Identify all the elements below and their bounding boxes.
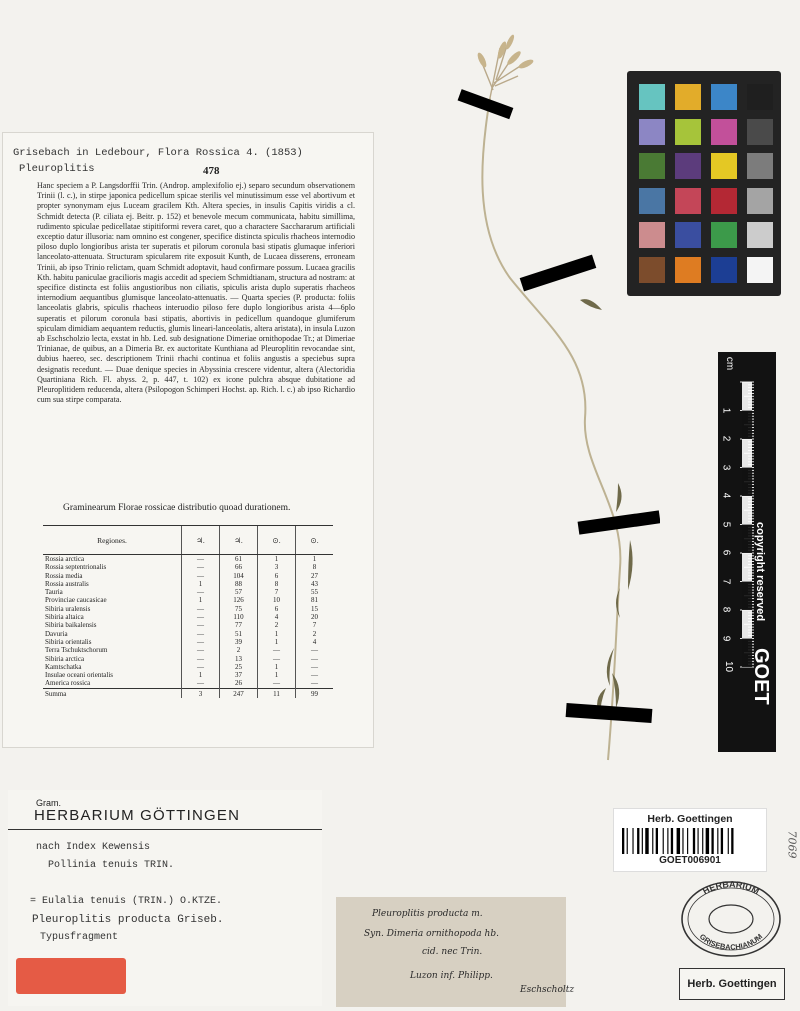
color-patch bbox=[639, 257, 665, 283]
table-row bbox=[43, 663, 333, 671]
barcode-bar bbox=[632, 828, 633, 854]
table-cell: 39 bbox=[220, 638, 258, 646]
table-cell: 3 bbox=[258, 563, 296, 571]
barcode-bar bbox=[731, 828, 733, 854]
svg-text:GRISEBACHIANUM: GRISEBACHIANUM bbox=[697, 931, 765, 952]
table-cell: — bbox=[296, 646, 334, 654]
barcode-bar bbox=[637, 828, 639, 854]
mounting-tape bbox=[578, 510, 660, 534]
barcode-bar bbox=[698, 828, 699, 854]
table-cell: 104 bbox=[220, 572, 258, 580]
ruler-number: 5 bbox=[720, 521, 732, 527]
table-row bbox=[43, 679, 333, 688]
table-cell: 6 bbox=[258, 572, 296, 580]
table-row bbox=[43, 588, 333, 596]
type-marker-bar bbox=[16, 958, 126, 994]
barcode-label bbox=[613, 808, 767, 872]
label-type-status: Typusfragment bbox=[40, 932, 119, 943]
table-cell: — bbox=[258, 655, 296, 663]
mounting-tape bbox=[458, 89, 514, 119]
literature-genus: Pleuroplitis bbox=[19, 163, 95, 175]
barcode-bar bbox=[682, 828, 683, 854]
table-cell: 4 bbox=[258, 613, 296, 621]
color-patch bbox=[675, 84, 701, 110]
barcode-bar bbox=[652, 828, 653, 854]
barcode-bar bbox=[645, 828, 648, 854]
ruler-number: 7 bbox=[720, 578, 732, 584]
barcode-id: GOET006901 bbox=[659, 855, 721, 866]
table-cell: 25 bbox=[220, 663, 258, 671]
color-calibration-chart bbox=[627, 71, 781, 296]
table-cell: 88 bbox=[220, 580, 258, 588]
table-cell: 1 bbox=[258, 671, 296, 679]
table-cell: 55 bbox=[296, 588, 334, 596]
table-row bbox=[43, 646, 333, 654]
table-row bbox=[43, 580, 333, 588]
table-row bbox=[43, 638, 333, 646]
table-cell: 1 bbox=[296, 555, 334, 564]
barcode-bar bbox=[728, 828, 729, 854]
table-cell: — bbox=[182, 663, 220, 671]
ruler-number: 2 bbox=[720, 435, 732, 442]
barcode-bar bbox=[677, 828, 680, 854]
table-row bbox=[43, 555, 333, 564]
color-patch bbox=[639, 153, 665, 179]
ruler-band bbox=[742, 411, 752, 440]
barcode-bar bbox=[706, 828, 709, 854]
table-cell: — bbox=[182, 572, 220, 580]
table-header-cell: ⊙. bbox=[258, 526, 296, 555]
color-patch bbox=[639, 188, 665, 214]
ruler-band bbox=[742, 382, 752, 411]
table-cell: — bbox=[182, 621, 220, 629]
table-cell: 247 bbox=[220, 688, 258, 698]
table-cell: — bbox=[258, 679, 296, 688]
color-patch bbox=[675, 153, 701, 179]
table-cell: — bbox=[182, 630, 220, 638]
literature-page-number: 478 bbox=[203, 165, 220, 177]
herbarium-title: HERBARIUM GÖTTINGEN bbox=[34, 807, 241, 824]
table-cell: 10 bbox=[258, 596, 296, 604]
barcode-icon bbox=[622, 828, 758, 854]
table-cell: — bbox=[182, 613, 220, 621]
table-cell: Kamtschatka bbox=[45, 662, 82, 671]
barcode-bar bbox=[671, 828, 673, 854]
ruler-brand: GOET bbox=[750, 648, 772, 705]
table-cell: Provinciae caucasicae bbox=[45, 596, 107, 605]
barcode-bar bbox=[663, 828, 664, 854]
table-cell: 1 bbox=[258, 555, 296, 564]
barcode-bar bbox=[622, 828, 624, 854]
table-row bbox=[43, 621, 333, 629]
table-cell: 99 bbox=[296, 688, 334, 698]
table-cell: 51 bbox=[220, 630, 258, 638]
color-patch bbox=[711, 222, 737, 248]
table-cell: 4 bbox=[296, 638, 334, 646]
label-index-source: nach Index Kewensis bbox=[36, 842, 151, 853]
table-cell: — bbox=[182, 588, 220, 596]
handwritten-line: Luzon inf. Philipp. bbox=[410, 971, 493, 981]
table-cell: Tauria bbox=[45, 588, 63, 597]
color-patch bbox=[711, 153, 737, 179]
table-cell: 57 bbox=[220, 588, 258, 596]
herbarium-stamp bbox=[680, 880, 782, 958]
table-cell: — bbox=[296, 663, 334, 671]
table-cell: 61 bbox=[220, 555, 258, 564]
barcode-herbarium: Herb. Goettingen bbox=[647, 813, 733, 825]
color-patch bbox=[675, 119, 701, 145]
barcode-bar bbox=[717, 828, 718, 854]
mounting-tape bbox=[566, 703, 653, 723]
table-cell: — bbox=[296, 671, 334, 679]
table-cell: 7 bbox=[296, 621, 334, 629]
table-cell: 1 bbox=[182, 596, 220, 604]
table-header-cell: ♃. bbox=[182, 526, 220, 555]
table-cell: 8 bbox=[258, 580, 296, 588]
table-cell: Terra Tschuktschorum bbox=[45, 646, 108, 655]
table-cell: 75 bbox=[220, 605, 258, 613]
table-row bbox=[43, 605, 333, 613]
color-patch bbox=[639, 119, 665, 145]
table-cell: Sibiria orientalis bbox=[45, 637, 92, 646]
table-cell: 1 bbox=[182, 671, 220, 679]
ruler-unit: cm bbox=[724, 356, 736, 371]
table-cell: 27 bbox=[296, 572, 334, 580]
color-patch bbox=[747, 119, 773, 145]
table-cell: — bbox=[258, 646, 296, 654]
table-cell: 1 bbox=[258, 663, 296, 671]
distribution-table bbox=[43, 525, 333, 698]
table-cell: 1 bbox=[258, 638, 296, 646]
label-species-name: Pleuroplitis producta Griseb. bbox=[32, 914, 224, 926]
barcode-bar bbox=[711, 828, 713, 854]
table-row bbox=[43, 630, 333, 638]
ruler-copyright: copyright reserved bbox=[754, 522, 766, 622]
table-cell: Summa bbox=[43, 688, 182, 698]
barcode-bar bbox=[702, 828, 703, 854]
table-cell: 126 bbox=[220, 596, 258, 604]
table-cell: 43 bbox=[296, 580, 334, 588]
table-cell: 2 bbox=[258, 621, 296, 629]
table-cell: Sibiria baikalensis bbox=[45, 621, 97, 630]
table-row bbox=[43, 572, 333, 580]
label-divider bbox=[8, 829, 322, 830]
table-row bbox=[43, 596, 333, 604]
color-patch bbox=[711, 84, 737, 110]
literature-citation: Grisebach in Ledebour, Flora Rossica 4. (1853) bbox=[13, 147, 303, 159]
table-cell: Sibiria uralensis bbox=[45, 604, 91, 613]
ruler-number: 8 bbox=[720, 606, 732, 613]
handwritten-line: Syn. Dimeria ornithopoda hb. bbox=[364, 929, 499, 939]
table-row bbox=[43, 563, 333, 571]
herbarium-bottom-label: Herb. Goettingen bbox=[679, 968, 785, 1000]
table-header-cell: ⊙. bbox=[296, 526, 334, 555]
ruler-number: 10 bbox=[723, 660, 735, 673]
table-cell: 20 bbox=[296, 613, 334, 621]
table-cell: Sibiria altaica bbox=[45, 613, 84, 622]
specimen-leaves bbox=[580, 299, 633, 718]
table-cell: 13 bbox=[220, 655, 258, 663]
label-basionym: Pollinia tenuis TRIN. bbox=[48, 860, 175, 871]
table-cell: 37 bbox=[220, 671, 258, 679]
herbarium-family: Gram. bbox=[36, 798, 62, 808]
table-cell: Rossia media bbox=[45, 571, 83, 580]
barcode-bar bbox=[687, 828, 688, 854]
ruler-band bbox=[742, 468, 752, 497]
ruler-number: 4 bbox=[720, 492, 732, 499]
barcode-bar bbox=[721, 828, 723, 854]
table-cell: 15 bbox=[296, 605, 334, 613]
table-cell: — bbox=[182, 646, 220, 654]
color-patch bbox=[747, 257, 773, 283]
table-cell: — bbox=[182, 555, 220, 564]
ruler-band bbox=[742, 496, 752, 525]
scale-ruler bbox=[718, 352, 776, 752]
handwritten-number: 7069 bbox=[785, 830, 799, 859]
table-cell: 11 bbox=[258, 688, 296, 698]
literature-body-text: Hanc speciem a P. Langsdorffii Trin. (Androp. amplexifolio ej.) separo secundum observationem Trinii (l. c.), in stirpe japonica pedicellum spicae sterilis vel minutissimum esse vel abortivum et propter synonymam ejus Luceam gracilem Kth. Altera species, in insulis Capitis viridis a cl. Schmidt detecta (P. ciliata ej. Beitr. p. 152) et benevole mecum communicata, habitu simillima, rudimento spiculae pedicellatae stipitiformi revera caret, quo a charactere Sacchararum artificiali exceptio datur illusoria: nam omnino est congener, specifice distincta spiculis rhacheos internodio piloso duplo longioribus arista ter superatis et pilorum coronula basi stipatis glumaque inferiori lanceolato-attenuata. Structuram spicularem rite exposuit Kunth, de Lucaea disserens, erroneam Trinii, ab ipso Trinio relictam, quam Schmidt adoptavit, haud confirmare possum. Lucaea gracilis Kth. habitu paniculae gracilioris magis accedit ad speciem Schmidtianam, structura ad nostram: at specifice distincta est foliis angustioribus non ciliatis, spiculis arista duplo superatis rhacheos internodium aequantibus glumisque lanceolato-attenuatis. — Quarta species (P. producta: foliis lanceolatis glabris, spiculis rhacheos interuodio piloso fere duplo longioribus arista 4—6plo superatis et pilorum coronula basi stipatis, abortivis in pedicellum quandoque glumiferum spiculam dimidiam aequantem reductis, glumis lineari-lanceolatis, altera aristata), in insula Luzon ab Eschscholzio lecta, exstat in hb. Led. sub designatione Dimeriae ornithopodae Tr.; at Dimeriae Trinianae, de quibus, an a Dimeria Br. ex auctoritate Kunthiana ad Pleuroplitin revocandae sint, dubius haereo, sec. descriptionem Trinii rhachi continua et foliis angustis a speciebus supra designatis recedunt. — Duae denique species in Abyssinia crescere videntur, altera (Alectoridia Quartiniana Rich. Fl. abyss. 2, p. 447, t. 102) ex icone pulchra absque dubitatione ad Pleuroplitidem reducenda, altera (Psilopogon Schimperi Hochst. ap. Rich. l. c.) ab ipso Richardio cum sua stirpe comparata. bbox=[37, 181, 355, 405]
table-cell: — bbox=[182, 605, 220, 613]
table-cell: 77 bbox=[220, 621, 258, 629]
handwritten-line: Eschscholtz bbox=[520, 985, 575, 995]
table-cell: — bbox=[296, 655, 334, 663]
ruler-band bbox=[742, 439, 752, 468]
table-cell: — bbox=[296, 679, 334, 688]
label-synonym: = Eulalia tenuis (TRIN.) O.KTZE. bbox=[30, 896, 223, 907]
table-cell: 7 bbox=[258, 588, 296, 596]
handwritten-slip bbox=[336, 897, 575, 1007]
handwritten-line: cid. nec Trin. bbox=[422, 947, 483, 957]
color-patch bbox=[747, 188, 773, 214]
table-cell: 26 bbox=[220, 679, 258, 688]
table-cell: Insulae oceani orientalis bbox=[45, 671, 114, 680]
table-cell: 1 bbox=[258, 630, 296, 638]
ruler-band bbox=[742, 610, 752, 639]
table-cell: 66 bbox=[220, 563, 258, 571]
literature-page bbox=[2, 132, 374, 748]
color-patch bbox=[747, 153, 773, 179]
barcode-bar bbox=[693, 828, 695, 854]
color-patch bbox=[711, 188, 737, 214]
table-cell: — bbox=[182, 563, 220, 571]
distribution-table-header bbox=[43, 526, 333, 555]
color-patch bbox=[747, 84, 773, 110]
table-row bbox=[43, 671, 333, 679]
color-patch bbox=[639, 222, 665, 248]
table-cell: Rossia arctica bbox=[45, 555, 85, 563]
table-cell: America rossica bbox=[45, 679, 91, 688]
ruler-number: 9 bbox=[720, 635, 732, 641]
table-cell: 110 bbox=[220, 613, 258, 621]
table-cell: 2 bbox=[296, 630, 334, 638]
barcode-bar bbox=[627, 828, 628, 854]
handwritten-line: Pleuroplitis producta m. bbox=[372, 909, 483, 919]
color-patch bbox=[675, 257, 701, 283]
table-cell: 6 bbox=[258, 605, 296, 613]
ruler-band bbox=[742, 553, 752, 582]
table-cell: — bbox=[182, 655, 220, 663]
barcode-bar bbox=[642, 828, 643, 854]
ruler-band bbox=[742, 582, 752, 611]
table-cell: 8 bbox=[296, 563, 334, 571]
table-cell: Rossia septentrionalis bbox=[45, 563, 107, 572]
barcode-bar bbox=[667, 828, 668, 854]
ruler-number: 6 bbox=[720, 549, 732, 556]
table-cell: — bbox=[182, 679, 220, 688]
table-header-cell: Regiones. bbox=[43, 526, 182, 555]
mounting-tape bbox=[520, 255, 597, 292]
color-patch bbox=[675, 188, 701, 214]
distribution-table-title: Graminearum Florae rossicae distributio quoad durationem. bbox=[63, 503, 291, 513]
ruler-number: 1 bbox=[720, 407, 732, 413]
barcode-bar bbox=[656, 828, 658, 854]
color-patch bbox=[675, 222, 701, 248]
table-cell: 1 bbox=[182, 580, 220, 588]
table-cell: 81 bbox=[296, 596, 334, 604]
table-cell: Sibiria arctica bbox=[45, 654, 85, 663]
specimen-stem bbox=[482, 98, 620, 760]
table-row bbox=[43, 655, 333, 663]
table-cell: Davuria bbox=[45, 629, 68, 638]
color-patch bbox=[747, 222, 773, 248]
herbarium-label bbox=[8, 790, 322, 1006]
table-cell: 3 bbox=[182, 688, 220, 698]
table-cell: Rossia australis bbox=[45, 579, 89, 588]
ruler-number: 3 bbox=[720, 464, 732, 470]
table-cell: 2 bbox=[220, 646, 258, 654]
table-row bbox=[43, 688, 333, 698]
color-patch bbox=[639, 84, 665, 110]
svg-text:HERBARIUM: HERBARIUM bbox=[700, 880, 761, 897]
color-patch bbox=[711, 119, 737, 145]
ruler-band bbox=[742, 525, 752, 554]
table-row bbox=[43, 613, 333, 621]
table-header-cell: ♃. bbox=[220, 526, 258, 555]
table-cell: — bbox=[182, 638, 220, 646]
color-patch bbox=[711, 257, 737, 283]
